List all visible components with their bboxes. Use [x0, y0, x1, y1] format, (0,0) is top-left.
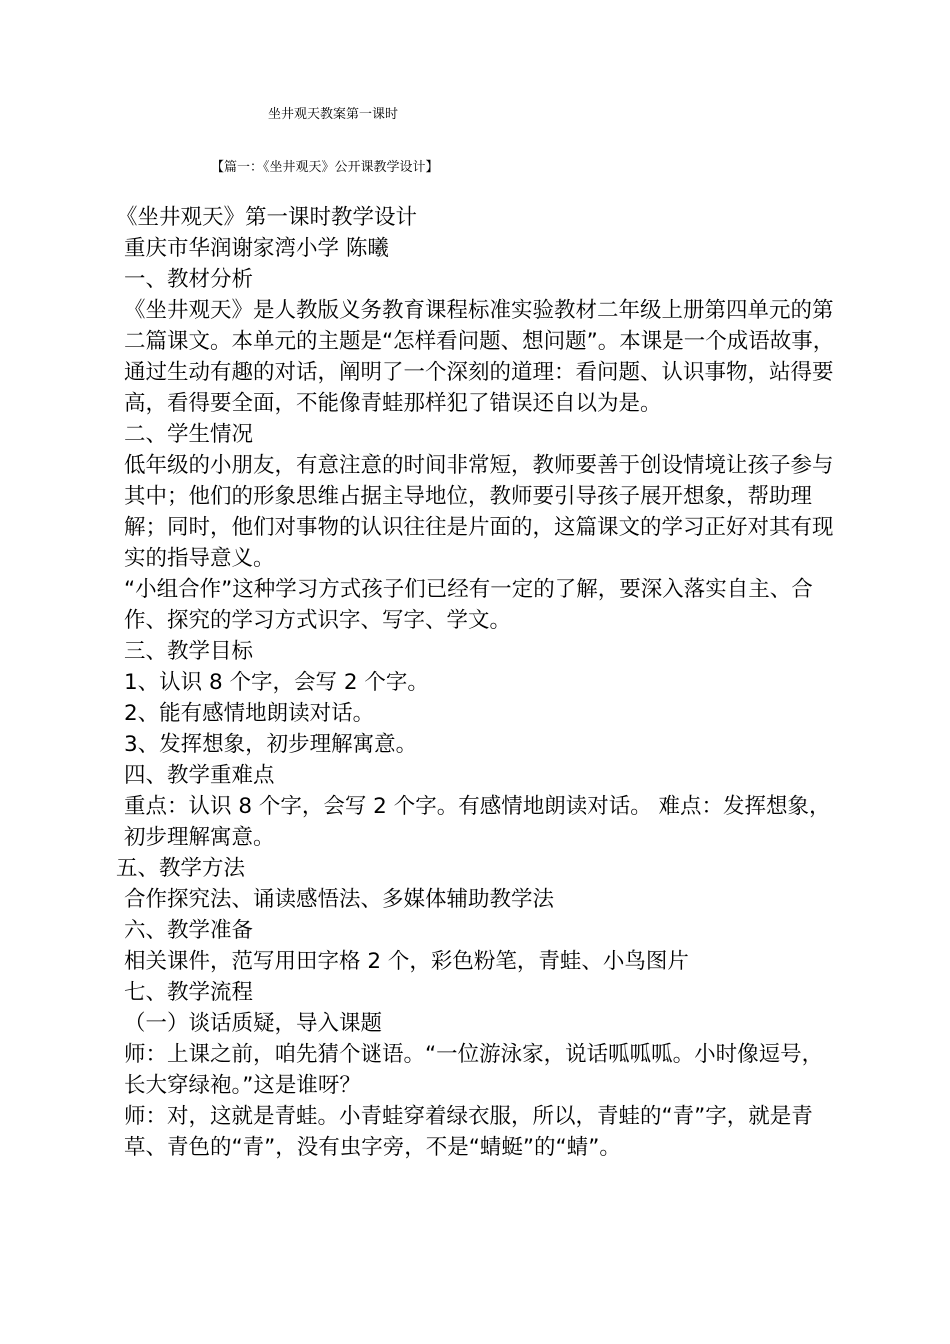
section-5-heading: 五、教学方法 — [116, 856, 246, 881]
section-3-heading: 三、教学目标 — [124, 639, 254, 664]
section-7-paragraph-1: 师：上课之前，咱先猜个谜语。“一位游泳家，说话呱呱呱。小时像逗号，长大穿绿袍。”这是谁呀？ — [124, 1042, 824, 1098]
goal-3: 3、发挥想象，初步理解寓意。 — [124, 732, 418, 757]
section-5-paragraph: 合作探究法、诵读感悟法、多媒体辅助教学法 — [124, 887, 555, 912]
section-2-paragraph-2: “小组合作”这种学习方式孩子们已经有一定的了解，要深入落实自主、合作、探究的学习方式识字、写字、学文。 — [124, 577, 813, 633]
section-1-heading: 一、教材分析 — [124, 267, 254, 292]
section-7-paragraph-2: 师：对，这就是青蛙。小青蛙穿着绿衣服，所以，青蛙的“青”字，就是青草、青色的“青”，没有虫字旁，不是“蜻蜓”的“蜻”。 — [124, 1104, 813, 1160]
section-1-paragraph: 《坐井观天》是人教版义务教育课程标准实验教材二年级上册第四单元的第二篇课文。本单元的主题是“怎样看问题、想问题”。本课是一个成语故事，通过生动有趣的对话，阐明了一个深刻的道理：看问题、认识事物，站得要高，看得要全面，不能像青蛙那样犯了错误还自以为是。 — [124, 298, 835, 416]
section-4-paragraph: 重点：认识 8 个字，会写 2 个字。有感情地朗读对话。 难点：发挥想象，初步理解寓意。 — [124, 794, 831, 850]
section-7-subheading: （一）谈话质疑，导入课题 — [124, 1011, 383, 1036]
document-body — [116, 202, 836, 1163]
section-7-heading: 七、教学流程 — [124, 980, 254, 1005]
author-line: 重庆市华润谢家湾小学 陈曦 — [124, 236, 389, 261]
section-2-paragraph-1: 低年级的小朋友，有意注意的时间非常短，教师要善于创设情境让孩子参与其中；他们的形象思维占据主导地位，教师要引导孩子展开想象，帮助理解；同时，他们对事物的认识往往是片面的，这篇课文的学习正好对其有现实的指导意义。 — [124, 453, 834, 571]
goal-2: 2、能有感情地朗读对话。 — [124, 701, 375, 726]
section-2-heading: 二、学生情况 — [124, 422, 254, 447]
document-title: 坐井观天教案第一课时 — [268, 107, 399, 122]
document-subtitle: 【篇一：《坐井观天》公开课教学设计】 — [211, 160, 439, 175]
section-6-heading: 六、教学准备 — [124, 918, 254, 943]
section-4-heading: 四、教学重难点 — [124, 763, 275, 788]
lesson-heading: 《坐井观天》第一课时教学设计 — [116, 205, 418, 230]
goal-1: 1、认识 8 个字，会写 2 个字。 — [124, 670, 429, 695]
section-6-paragraph: 相关课件，范写用田字格 2 个，彩色粉笔，青蛙、小鸟图片 — [124, 949, 689, 974]
